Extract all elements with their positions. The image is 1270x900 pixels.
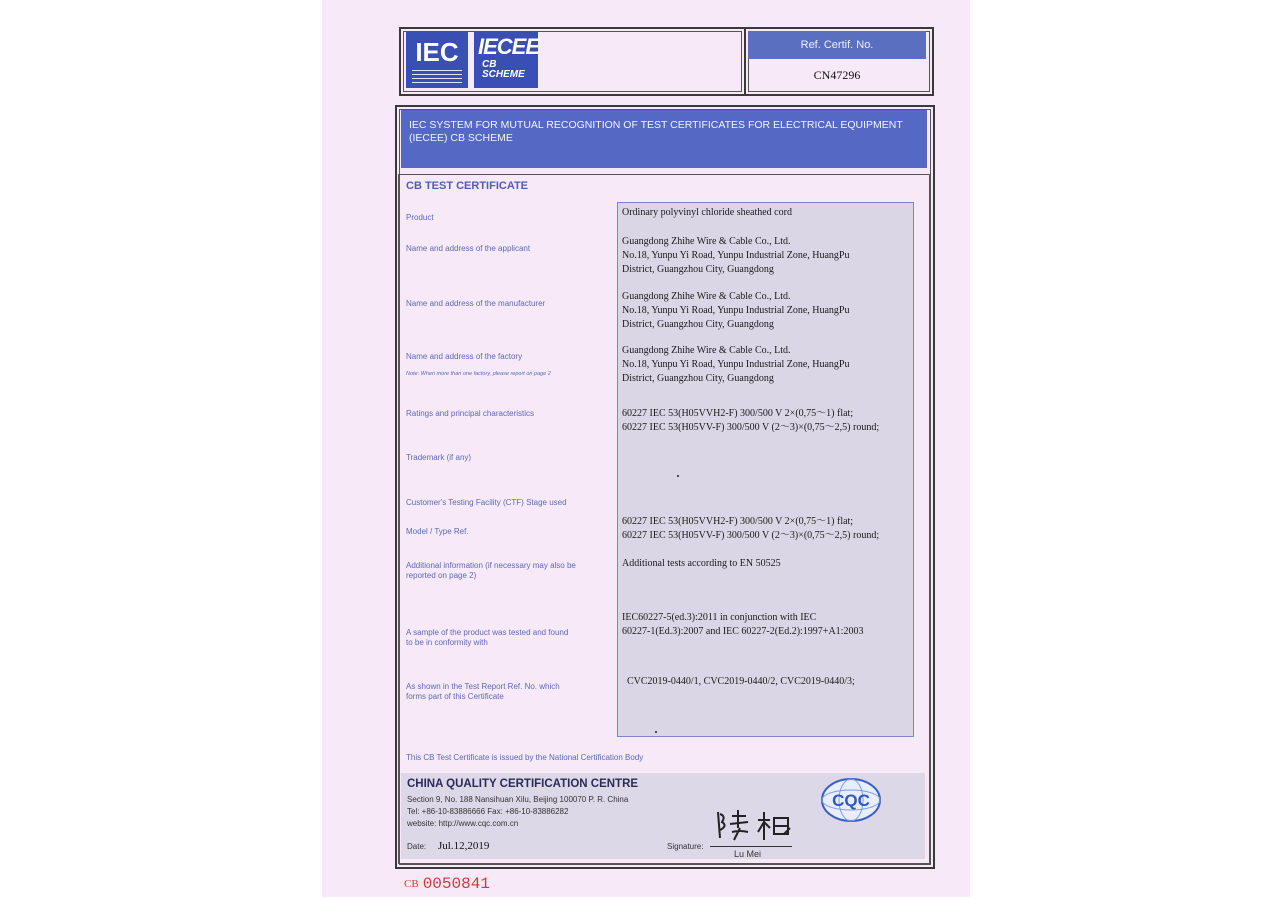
value-model: 60227 IEC 53(H05VVH2-F) 300/500 V 2×(0,75～1) flat; 60227 IEC 53(H05VV-F) 300/500 V (2～3)×(0,75～2,5) round;	[622, 516, 880, 541]
org-phone: Tel: +86-10-83886666 Fax: +86-10-83886282	[407, 807, 569, 816]
label-factory: Name and address of the factory	[406, 352, 523, 361]
value-conformity: IEC60227-5(ed.3):2011 in conjunction with IEC 60227-1(Ed.3):2007 and IEC 60227-2(Ed.2):1997+A1:2003	[622, 612, 864, 637]
label-conformity: A sample of the product was tested and found to be in conformity with	[406, 628, 569, 647]
value-manufacturer: Guangdong Zhihe Wire & Cable Co., Ltd. No.18, Yunpu Yi Road, Yunpu Industrial Zone, HuangPu District, Guangzhou City, Guangdong	[622, 291, 850, 330]
value-report: CVC2019-0440/1, CVC2019-0440/2, CVC2019-0440/3;	[627, 676, 855, 687]
date-value: Jul.12,2019	[438, 840, 490, 852]
signature-label: Signature:	[667, 842, 704, 851]
org-website: website: http://www.cqc.com.cn	[407, 819, 519, 828]
label-product: Product	[406, 213, 434, 222]
label-manufacturer: Name and address of the manufacturer	[406, 299, 546, 308]
scheme-banner: IEC SYSTEM FOR MUTUAL RECOGNITION OF TEST CERTIFICATES FOR ELECTRICAL EQUIPMENT (IECEE) CB SCHEME	[401, 110, 927, 168]
certificate-title: CB TEST CERTIFICATE	[406, 180, 529, 192]
iecee-logo: IECEE CB SCHEME	[474, 32, 538, 88]
org-name: CHINA QUALITY CERTIFICATION CENTRE	[407, 778, 639, 790]
label-ctf: Customer's Testing Facility (CTF) Stage used	[406, 498, 567, 507]
value-panel	[617, 202, 914, 737]
ref-label: Ref. Certif. No.	[748, 31, 926, 59]
speck	[677, 475, 679, 477]
serial-number: CB 0050841	[404, 875, 490, 893]
value-product: Ordinary polyvinyl chloride sheathed cord	[622, 207, 792, 218]
signatory-name: Lu Mei	[734, 849, 762, 859]
svg-text:CQC: CQC	[832, 791, 870, 810]
signature-line	[710, 846, 792, 847]
label-applicant: Name and address of the applicant	[406, 244, 531, 253]
org-address: Section 9, No. 188 Nansihuan Xilu, Beijing 100070 P. R. China	[407, 795, 629, 804]
date-label: Date:	[407, 842, 427, 851]
issued-by-text: This CB Test Certificate is issued by the National Certification Body	[406, 753, 644, 762]
value-factory: Guangdong Zhihe Wire & Cable Co., Ltd. No.18, Yunpu Yi Road, Yunpu Industrial Zone, HuangPu District, Guangzhou City, Guangdong	[622, 345, 850, 384]
iec-logo: IEC	[406, 32, 468, 88]
value-ratings: 60227 IEC 53(H05VVH2-F) 300/500 V 2×(0,75～1) flat; 60227 IEC 53(H05VV-F) 300/500 V (2～3)×(0,75～2,5) round;	[622, 408, 880, 433]
ref-number: CN47296	[813, 68, 861, 82]
label-ratings: Ratings and principal characteristics	[406, 409, 535, 418]
label-model: Model / Type Ref.	[406, 527, 469, 536]
value-additional: Additional tests according to EN 50525	[622, 558, 781, 569]
label-factory-note: Note: When more than one factory, please report on page 2	[406, 371, 551, 377]
iec-logo-lines	[412, 70, 462, 84]
cqc-logo	[820, 777, 882, 823]
label-additional: Additional information (if necessary may also be reported on page 2)	[406, 561, 576, 580]
label-trademark: Trademark (if any)	[406, 453, 472, 462]
speck	[655, 731, 657, 733]
label-report: As shown in the Test Report Ref. No. which forms part of this Certificate	[406, 682, 560, 701]
handwritten-signature	[714, 806, 794, 846]
value-applicant: Guangdong Zhihe Wire & Cable Co., Ltd. No.18, Yunpu Yi Road, Yunpu Industrial Zone, HuangPu District, Guangzhou City, Guangdong	[622, 236, 850, 275]
